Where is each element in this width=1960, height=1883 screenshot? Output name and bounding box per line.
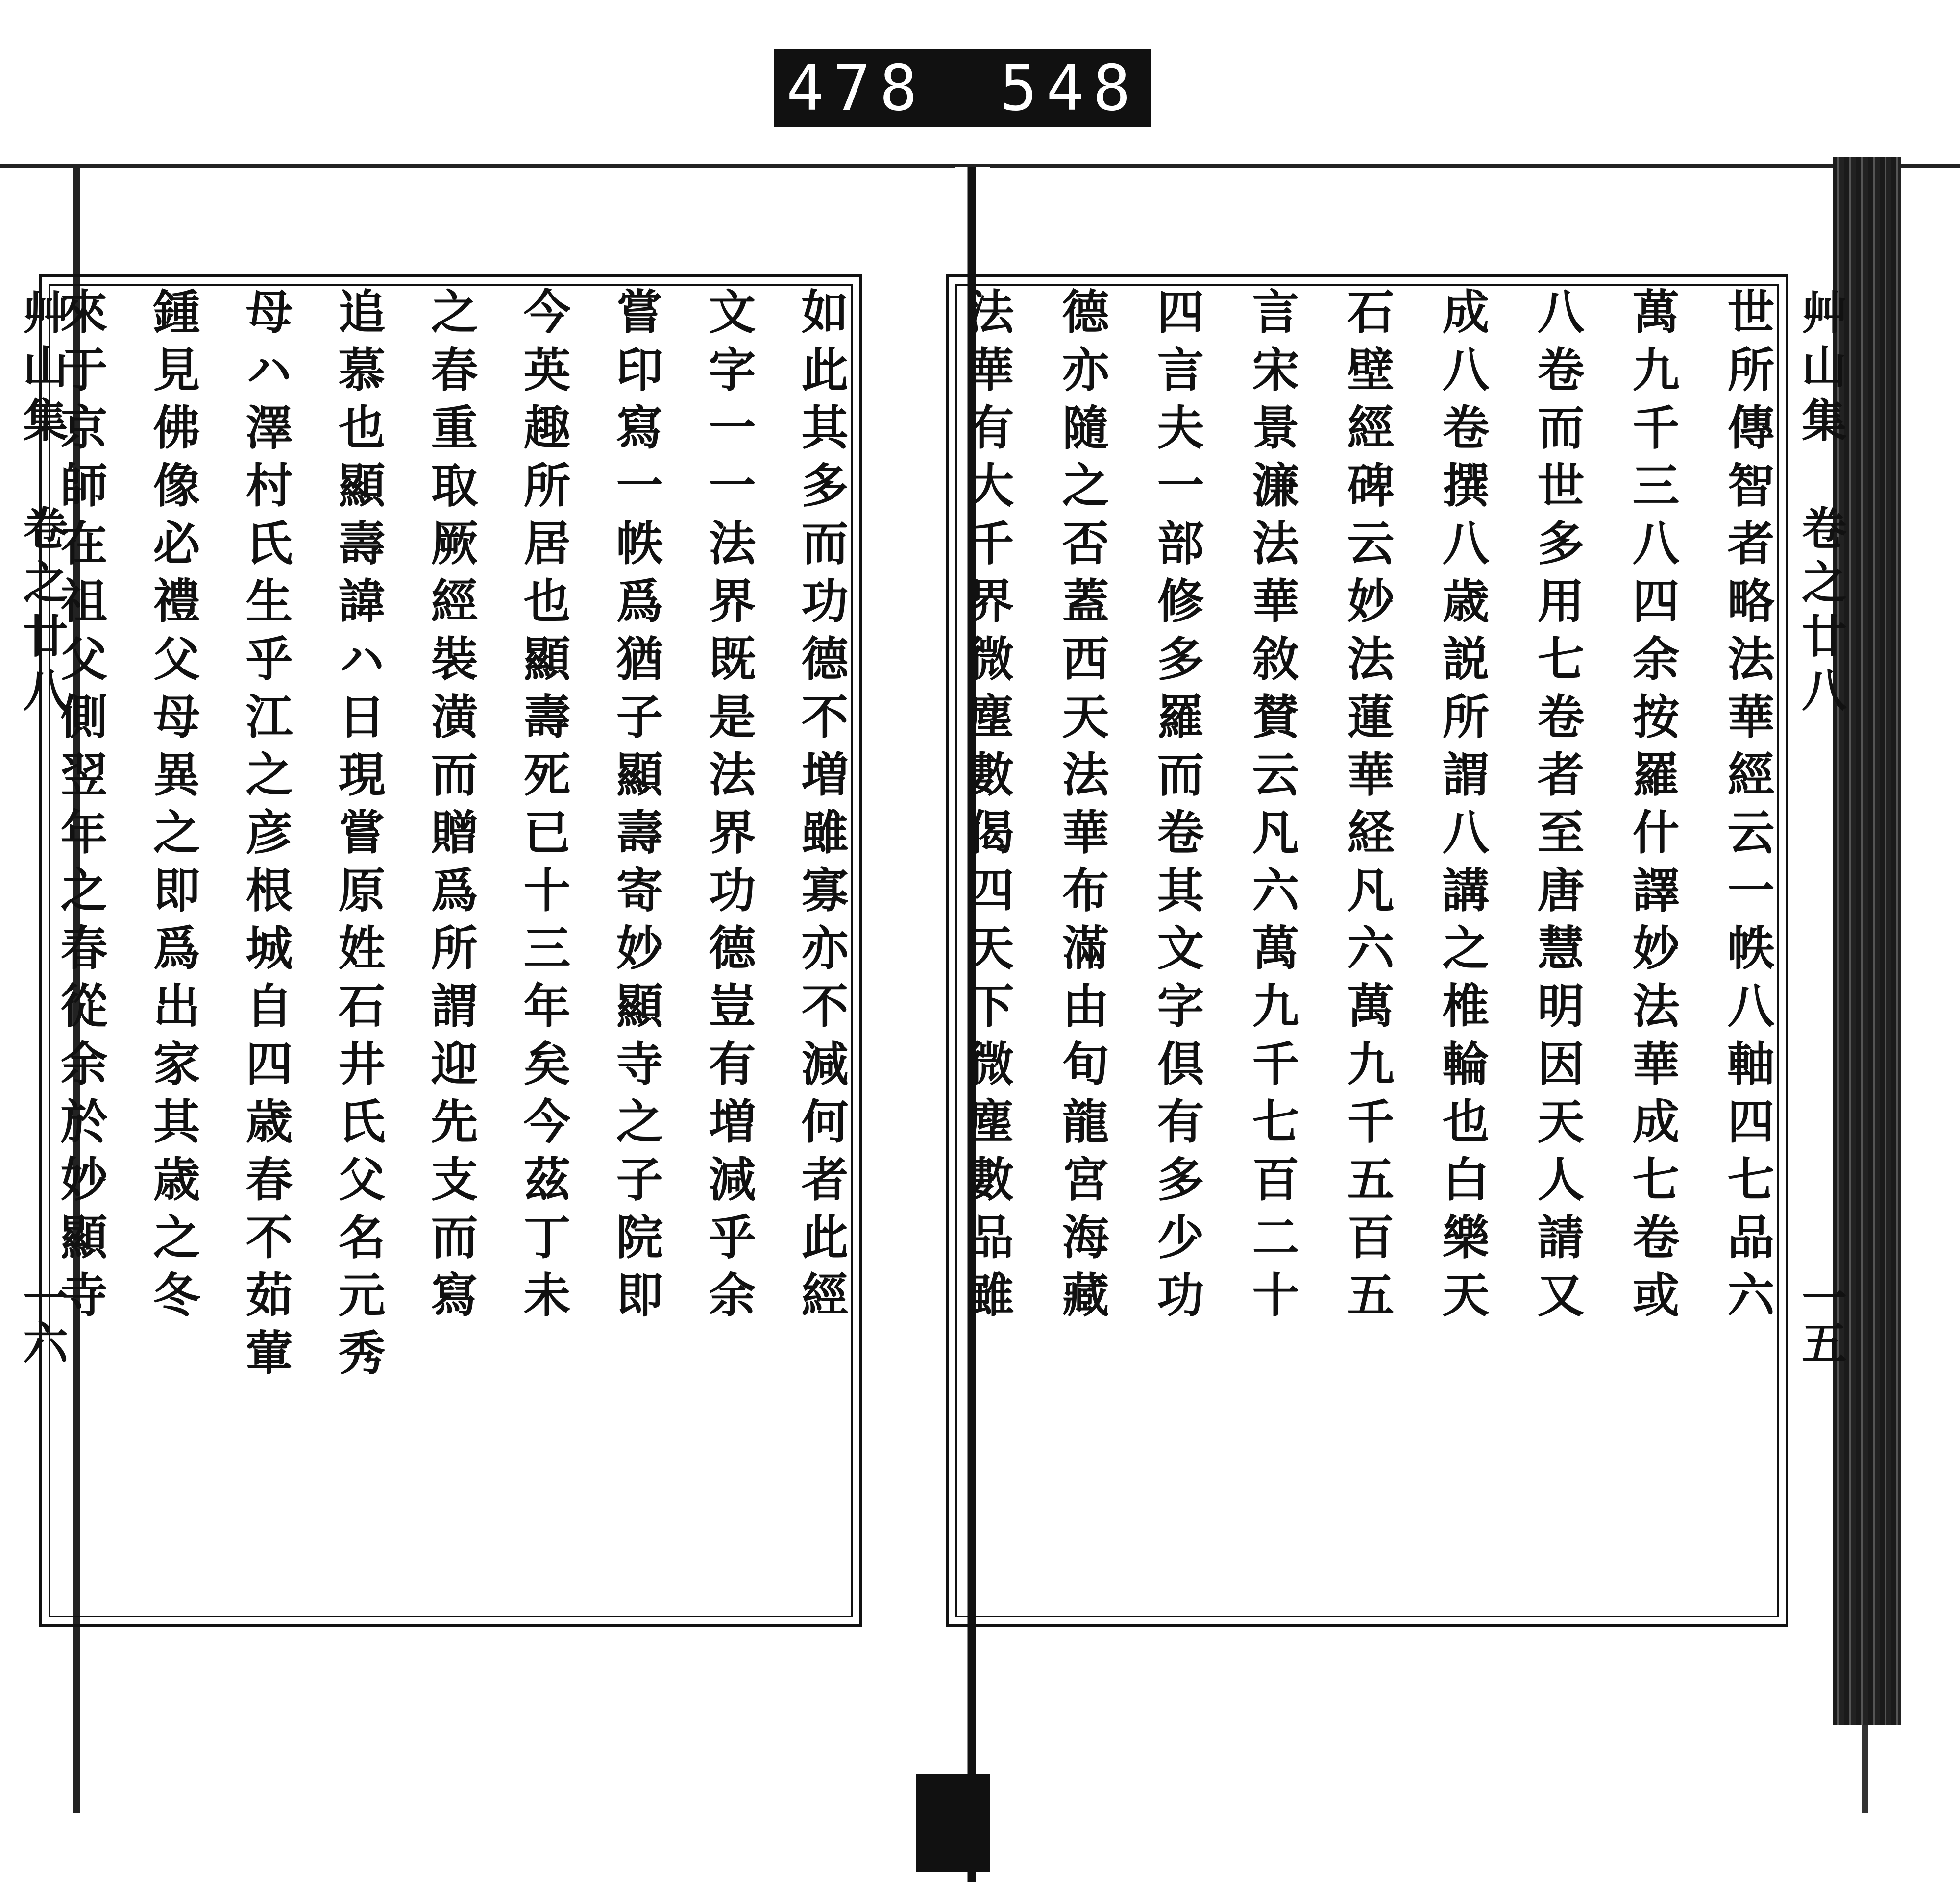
binding-clamp xyxy=(916,1774,990,1872)
text-column: 石壁經碑云妙法蓮華経凡六萬九千五百五 xyxy=(1340,287,1395,1328)
text-column: 今英趣所居也顯壽死已十三年矣今茲丁未 xyxy=(516,287,571,1328)
text-column: 之春重取厥經裝潢而贈爲所謂迎先支而寫 xyxy=(423,287,479,1328)
right-text-frame xyxy=(946,274,1788,1627)
reel-number-left: 478 xyxy=(786,51,926,125)
text-column: 文字一一法界既是法界功德豈有増減乎余 xyxy=(701,287,757,1328)
reel-number-label xyxy=(774,49,1152,127)
text-column: 來于京師在祖父側翌年之春從余於妙顯寺 xyxy=(53,287,108,1328)
right-folio: 一五 xyxy=(1794,1274,1847,1364)
left-running-title: 艸山集 卷之廿八 xyxy=(16,289,69,720)
text-column: 鍾見佛像必禮父母異之即爲出家其歳之冬 xyxy=(146,287,201,1328)
text-column: 法華有大千界微塵數偈四天下微塵數品雖 xyxy=(959,287,1015,1328)
left-text-frame xyxy=(39,274,862,1627)
text-column: 追慕也顯壽諱ハ日現嘗原姓石井氏父名元秀 xyxy=(331,287,386,1386)
reel-number-right: 548 xyxy=(1000,51,1140,125)
right-running-title: 艸山集 卷之廿八 xyxy=(1794,289,1847,720)
left-text-columns xyxy=(53,287,849,1614)
right-text-columns xyxy=(959,287,1775,1614)
left-folio: 一六 xyxy=(16,1274,69,1364)
text-column: 嘗印寫一帙爲猶子顯壽寄妙顯寺之子院即 xyxy=(609,287,664,1328)
text-column: 母ハ澤村氏生乎江之彦根城自四歳春不茹葷 xyxy=(238,287,294,1386)
text-column: 八卷而世多用七卷者至唐慧明因天人請又 xyxy=(1530,287,1585,1328)
text-column: 成八卷撰八歳説所謂八講之椎輪也白樂天 xyxy=(1435,287,1490,1328)
text-column: 德亦隨之否蓋西天法華布滿由旬龍宮海藏 xyxy=(1054,287,1110,1328)
text-column: 如此其多而功德不増雖寡亦不減何者此經 xyxy=(794,287,849,1328)
text-column: 言宋景濂法華敘賛云凡六萬九千七百二十 xyxy=(1245,287,1300,1328)
text-column: 萬九千三八四余按羅什譯妙法華成七卷或 xyxy=(1625,287,1680,1328)
text-column: 世所傳智者略法華經云一帙八軸四七品六 xyxy=(1720,287,1775,1328)
text-column: 四言夫一部修多羅而卷其文字倶有多少功 xyxy=(1150,287,1205,1328)
